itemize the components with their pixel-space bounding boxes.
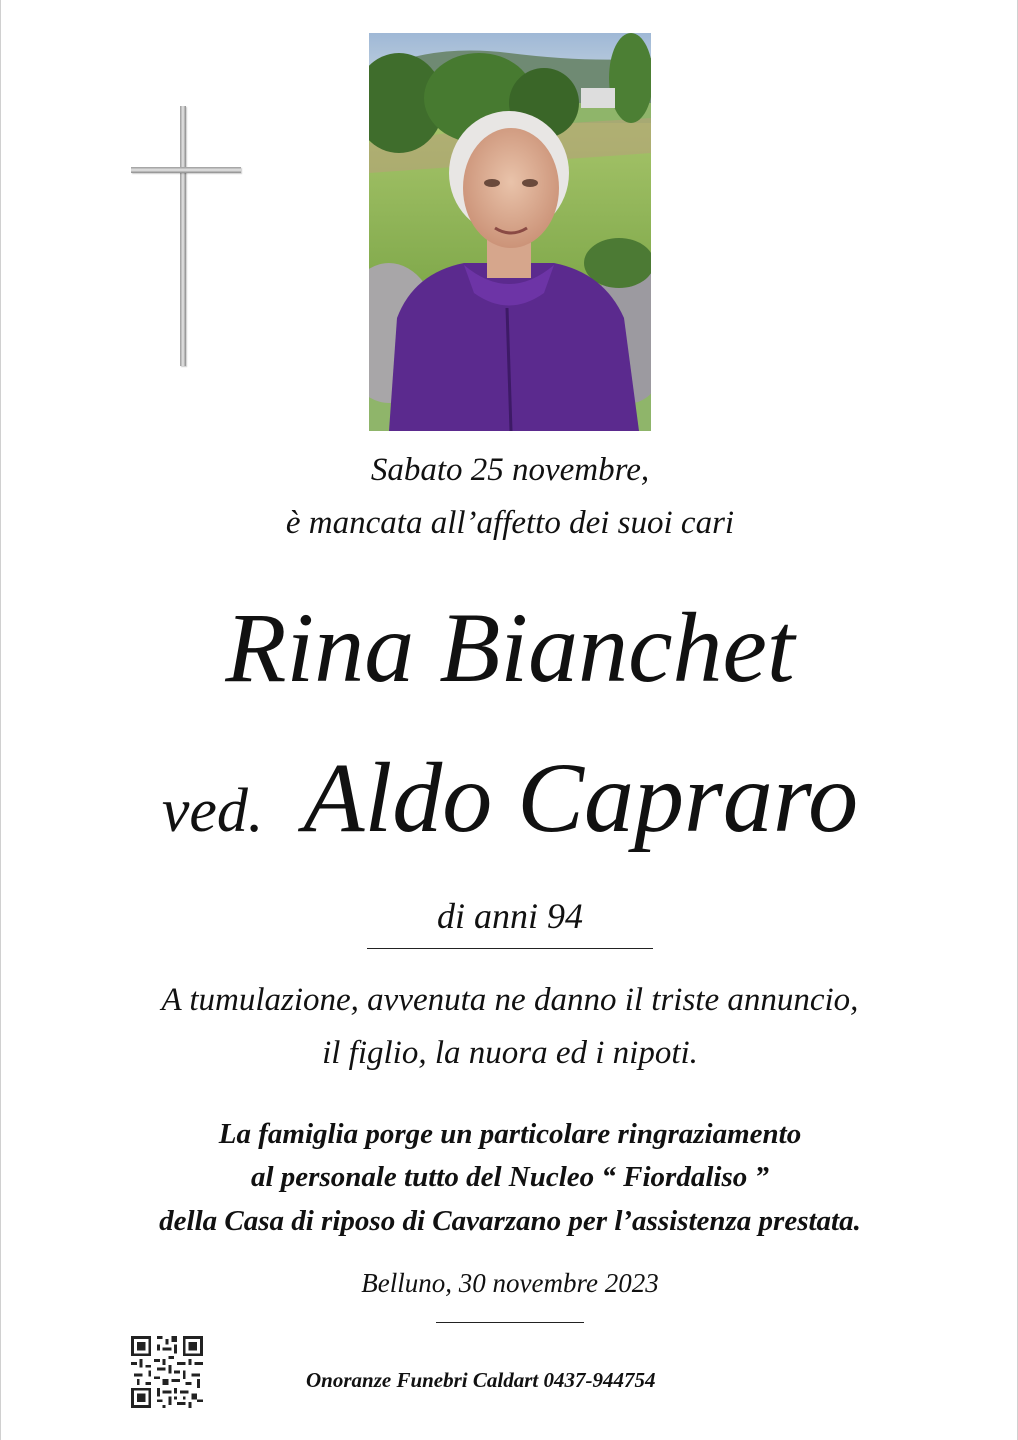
spouse-name: Aldo Capraro bbox=[303, 742, 859, 853]
intro-message-line: è mancata all’affetto dei suoi cari bbox=[285, 505, 735, 541]
thanks-line-2: al personale tutto del Nucleo “ Fiordaliso ” bbox=[251, 1161, 769, 1193]
deceased-name: Rina Bianchet bbox=[225, 592, 795, 703]
place-date: Belluno, 30 novembre 2023 bbox=[361, 1268, 659, 1298]
age-line: di anni 94 bbox=[436, 896, 583, 936]
funeral-home-contact: Onoranze Funebri Caldart 0437-944754 bbox=[306, 1368, 656, 1392]
widow-of-line bbox=[1, 742, 1018, 853]
divider bbox=[367, 948, 653, 949]
announcement-line-2: il figlio, la nuora ed i nipoti. bbox=[322, 1035, 698, 1071]
widow-prefix: ved. bbox=[161, 777, 264, 845]
divider bbox=[436, 1322, 584, 1323]
qr-code-icon bbox=[131, 1336, 203, 1408]
cross-icon bbox=[129, 106, 243, 368]
thanks-line-1: La famiglia porge un particolare ringraziamento bbox=[218, 1118, 802, 1150]
thanks-line-3: della Casa di riposo di Cavarzano per l’assistenza prestata. bbox=[159, 1205, 861, 1237]
announcement-line-1: A tumulazione, avvenuta ne danno il triste annuncio, bbox=[161, 982, 859, 1018]
portrait-photo bbox=[369, 33, 651, 431]
intro-date-line: Sabato 25 novembre, bbox=[370, 452, 650, 488]
